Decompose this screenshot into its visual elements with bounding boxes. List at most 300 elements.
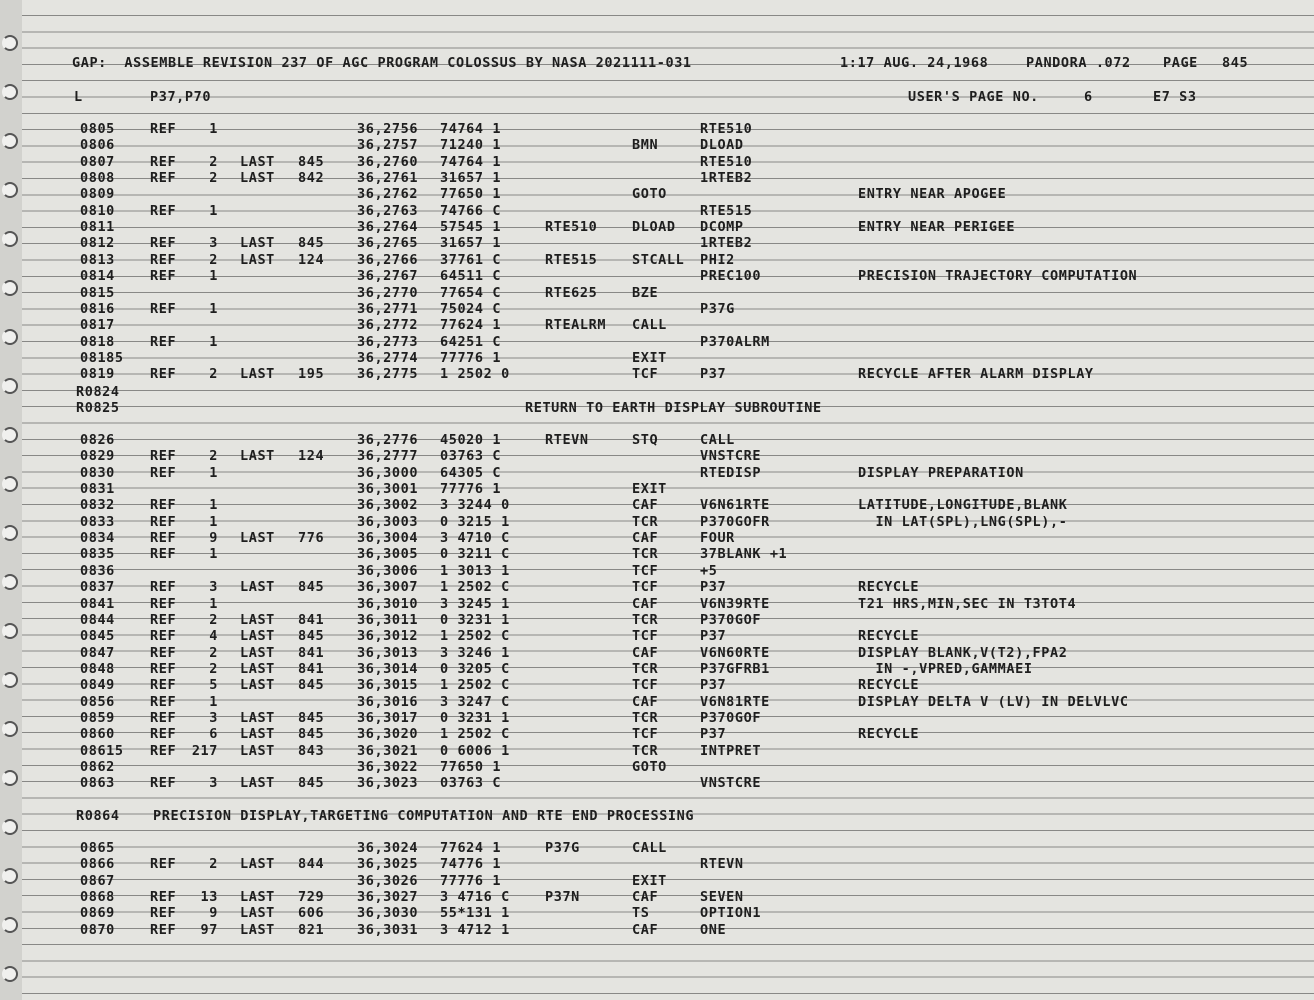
last-keyword: LAST [240, 153, 275, 170]
opcode: TCF [632, 677, 659, 694]
address: 36,3010 [357, 595, 419, 612]
remark-number: R0864 [76, 808, 120, 824]
operand: RTE510 [700, 153, 753, 170]
comment: RECYCLE AFTER ALARM DISPLAY [858, 366, 1094, 383]
ref-keyword: REF [150, 448, 177, 465]
address: 36,3030 [357, 905, 419, 922]
opcode: CAF [632, 889, 659, 906]
section-title-line [0, 400, 822, 416]
operand: PREC100 [700, 268, 762, 285]
label: RTEALRM [545, 317, 607, 334]
ref-keyword: REF [150, 546, 177, 563]
opcode: TCF [632, 579, 659, 596]
subheader-line [0, 89, 1197, 105]
ref-count: 217 [191, 742, 218, 759]
opcode: EXIT [632, 872, 667, 889]
octal-word: 3 3244 0 [440, 497, 510, 514]
ref-count: 1 [209, 546, 218, 563]
operand: 37BLANK +1 [700, 546, 788, 563]
last-page: 844 [298, 856, 325, 873]
label: RTEVN [545, 432, 589, 448]
last-keyword: LAST [240, 709, 275, 726]
ref-keyword: REF [150, 333, 177, 350]
octal-word: 1 2502 C [440, 628, 510, 645]
address: 36,3017 [357, 709, 419, 726]
last-keyword: LAST [240, 644, 275, 661]
comment: T21 HRS,MIN,SEC IN T3TOT4 [858, 595, 1077, 612]
line-number: 0817 [80, 317, 115, 334]
tractor-hole [2, 721, 18, 737]
last-keyword: LAST [240, 726, 275, 743]
ref-keyword: REF [150, 464, 177, 481]
label: P37G [545, 840, 580, 856]
last-keyword: LAST [240, 677, 275, 694]
last-page: 842 [298, 170, 325, 187]
ref-keyword: REF [150, 611, 177, 628]
octal-word: 77624 1 [440, 317, 502, 334]
opcode: CAF [632, 644, 659, 661]
line-number: 0834 [80, 530, 115, 547]
octal-word: 64305 C [440, 464, 502, 481]
ref-keyword: REF [150, 644, 177, 661]
opcode: BZE [632, 284, 659, 301]
label: RTE510 [545, 219, 598, 236]
operand: VNSTCRE [700, 448, 762, 465]
line-number: 0807 [80, 153, 115, 170]
ref-keyword: REF [150, 709, 177, 726]
label: RTE515 [545, 251, 598, 268]
ref-keyword: REF [150, 235, 177, 252]
tractor-hole [2, 917, 18, 933]
comment: ENTRY NEAR APOGEE [858, 186, 1007, 203]
operand: SEVEN [700, 889, 744, 906]
line-number: 0805 [80, 121, 115, 137]
octal-word: 31657 1 [440, 170, 502, 187]
operand: DCOMP [700, 219, 744, 236]
ref-count: 1 [209, 497, 218, 514]
octal-word: 0 3231 1 [440, 709, 510, 726]
last-keyword: LAST [240, 530, 275, 547]
opcode: CALL [632, 840, 667, 856]
operand: V6N61RTE [700, 497, 770, 514]
opcode: CAF [632, 497, 659, 514]
octal-word: 3 4712 1 [440, 921, 510, 938]
octal-word: 37761 C [440, 251, 502, 268]
users-page-number: 6 [1084, 89, 1093, 105]
line-number: 0829 [80, 448, 115, 465]
address: 36,3024 [357, 840, 419, 856]
address: 36,3015 [357, 677, 419, 694]
remark-number: R0824 [76, 384, 120, 400]
tractor-hole [2, 280, 18, 296]
ref-keyword: REF [150, 856, 177, 873]
address: 36,3011 [357, 611, 419, 628]
last-page: 821 [298, 921, 325, 938]
users-page-label: USER'S PAGE NO. [908, 89, 1039, 105]
last-page: 843 [298, 742, 325, 759]
octal-word: 0 3231 1 [440, 611, 510, 628]
operand: P37G [700, 300, 735, 317]
ref-keyword: REF [150, 268, 177, 285]
octal-word: 74766 C [440, 202, 502, 219]
last-page: 845 [298, 677, 325, 694]
operand: P370ALRM [700, 333, 770, 350]
operand: CALL [700, 432, 735, 448]
line-number: 0814 [80, 268, 115, 285]
address: 36,3000 [357, 464, 419, 481]
line-number: 0813 [80, 251, 115, 268]
line-number: 0826 [80, 432, 115, 448]
ref-count: 13 [200, 889, 218, 906]
last-keyword: LAST [240, 235, 275, 252]
subheader-ref: P37,P70 [150, 89, 212, 105]
ref-count: 9 [209, 905, 218, 922]
ref-count: 1 [209, 300, 218, 317]
operand: ONE [700, 921, 727, 938]
address: 36,2757 [357, 137, 419, 154]
comment: DISPLAY DELTA V (LV) IN DELVLVC [858, 693, 1129, 710]
address: 36,3007 [357, 579, 419, 596]
line-number: 0844 [80, 611, 115, 628]
octal-word: 31657 1 [440, 235, 502, 252]
octal-word: 55*131 1 [440, 905, 510, 922]
ref-count: 1 [209, 464, 218, 481]
opcode: TCF [632, 366, 659, 383]
address: 36,3012 [357, 628, 419, 645]
octal-word: 3 3246 1 [440, 644, 510, 661]
last-keyword: LAST [240, 448, 275, 465]
ref-count: 1 [209, 693, 218, 710]
octal-word: 3 3247 C [440, 693, 510, 710]
operand: RTEDISP [700, 464, 762, 481]
opcode: GOTO [632, 759, 667, 775]
ref-count: 2 [209, 153, 218, 170]
address: 36,3016 [357, 693, 419, 710]
line-number: 0819 [80, 366, 115, 383]
section-title-line [0, 808, 695, 824]
octal-word: 1 3013 1 [440, 562, 510, 579]
comment: IN -,VPRED,GAMMAEI [858, 660, 1033, 677]
opcode: TCR [632, 709, 659, 726]
header-page-label: PAGE [1163, 55, 1198, 71]
address: 36,2756 [357, 121, 419, 137]
address: 36,3004 [357, 530, 419, 547]
operand: 1RTEB2 [700, 170, 753, 187]
last-keyword: LAST [240, 775, 275, 792]
line-number: 0835 [80, 546, 115, 563]
operand: P370GOFR [700, 513, 770, 530]
line-number: 0859 [80, 709, 115, 726]
opcode: TCF [632, 628, 659, 645]
octal-word: 45020 1 [440, 432, 502, 448]
section-title: PRECISION DISPLAY,TARGETING COMPUTATION AND RTE END PROCESSING [153, 808, 695, 824]
ref-keyword: REF [150, 300, 177, 317]
line-number: 0837 [80, 579, 115, 596]
line-number: 0849 [80, 677, 115, 694]
opcode: TCF [632, 726, 659, 743]
header-line [0, 55, 1249, 71]
operand: 1RTEB2 [700, 235, 753, 252]
ref-keyword: REF [150, 170, 177, 187]
opcode: STQ [632, 432, 659, 448]
last-keyword: LAST [240, 611, 275, 628]
comment: ENTRY NEAR PERIGEE [858, 219, 1016, 236]
operand: P37GFRB1 [700, 660, 770, 677]
operand: P370GOF [700, 611, 762, 628]
ref-keyword: REF [150, 905, 177, 922]
octal-word: 77776 1 [440, 872, 502, 889]
opcode: TCR [632, 660, 659, 677]
address: 36,3013 [357, 644, 419, 661]
octal-word: 03763 C [440, 448, 502, 465]
tractor-hole [2, 770, 18, 786]
octal-word: 64251 C [440, 333, 502, 350]
ref-count: 5 [209, 677, 218, 694]
operand: P37 [700, 579, 727, 596]
comment: RECYCLE [858, 579, 920, 596]
operand: RTE510 [700, 121, 753, 137]
line-number: 0847 [80, 644, 115, 661]
octal-word: 3 4710 C [440, 530, 510, 547]
address: 36,2772 [357, 317, 419, 334]
ref-count: 2 [209, 611, 218, 628]
opcode: TS [632, 905, 650, 922]
octal-word: 75024 C [440, 300, 502, 317]
ref-count: 2 [209, 644, 218, 661]
octal-word: 03763 C [440, 775, 502, 792]
ref-count: 3 [209, 235, 218, 252]
tractor-hole [2, 231, 18, 247]
ref-keyword: REF [150, 497, 177, 514]
octal-word: 74764 1 [440, 153, 502, 170]
line-number: 0866 [80, 856, 115, 873]
ref-keyword: REF [150, 530, 177, 547]
subheader-code: E7 S3 [1153, 89, 1197, 105]
last-page: 845 [298, 235, 325, 252]
operand: OPTION1 [700, 905, 762, 922]
operand: P37 [700, 628, 727, 645]
ref-count: 1 [209, 595, 218, 612]
ref-keyword: REF [150, 121, 177, 137]
ref-keyword: REF [150, 726, 177, 743]
operand: V6N60RTE [700, 644, 770, 661]
last-keyword: LAST [240, 742, 275, 759]
opcode: CAF [632, 693, 659, 710]
octal-word: 71240 1 [440, 137, 502, 154]
last-page: 845 [298, 709, 325, 726]
tractor-hole [2, 525, 18, 541]
ref-keyword: REF [150, 251, 177, 268]
octal-word: 1 2502 C [440, 579, 510, 596]
address: 36,2766 [357, 251, 419, 268]
last-keyword: LAST [240, 889, 275, 906]
operand: P370GOF [700, 709, 762, 726]
line-number: 0830 [80, 464, 115, 481]
operand: PHI2 [700, 251, 735, 268]
address: 36,3031 [357, 921, 419, 938]
last-page: 845 [298, 628, 325, 645]
tractor-hole [2, 476, 18, 492]
comment: PRECISION TRAJECTORY COMPUTATION [858, 268, 1138, 285]
line-number: 0869 [80, 905, 115, 922]
line-number: 0870 [80, 921, 115, 938]
line-number: 0811 [80, 219, 115, 236]
last-page: 841 [298, 660, 325, 677]
address: 36,2770 [357, 284, 419, 301]
operand: P37 [700, 677, 727, 694]
last-keyword: LAST [240, 366, 275, 383]
last-page: 845 [298, 726, 325, 743]
last-keyword: LAST [240, 921, 275, 938]
ref-keyword: REF [150, 513, 177, 530]
ref-keyword: REF [150, 366, 177, 383]
line-number: 0865 [80, 840, 115, 856]
last-keyword: LAST [240, 170, 275, 187]
ref-count: 2 [209, 251, 218, 268]
address: 36,3022 [357, 759, 419, 775]
last-page: 845 [298, 579, 325, 596]
ref-count: 2 [209, 448, 218, 465]
octal-word: 1 2502 C [440, 726, 510, 743]
last-keyword: LAST [240, 579, 275, 596]
operand: P37 [700, 366, 727, 383]
octal-word: 74776 1 [440, 856, 502, 873]
opcode: BMN [632, 137, 659, 154]
line-number: 0810 [80, 202, 115, 219]
opcode: GOTO [632, 186, 667, 203]
octal-word: 77776 1 [440, 349, 502, 366]
tractor-hole [2, 966, 18, 982]
address: 36,2762 [357, 186, 419, 203]
subheader-type: L [74, 89, 83, 105]
last-page: 841 [298, 644, 325, 661]
opcode: EXIT [632, 481, 667, 498]
opcode: DLOAD [632, 219, 676, 236]
octal-word: 77654 C [440, 284, 502, 301]
line-number: 0806 [80, 137, 115, 154]
octal-word: 77650 1 [440, 186, 502, 203]
ref-count: 1 [209, 202, 218, 219]
ref-keyword: REF [150, 677, 177, 694]
address: 36,3002 [357, 497, 419, 514]
label: P37N [545, 889, 580, 906]
ref-keyword: REF [150, 660, 177, 677]
line-number: 0833 [80, 513, 115, 530]
last-keyword: LAST [240, 628, 275, 645]
operand: V6N39RTE [700, 595, 770, 612]
remark-line [0, 384, 120, 400]
line-number: 0848 [80, 660, 115, 677]
ref-keyword: REF [150, 889, 177, 906]
address: 36,3026 [357, 872, 419, 889]
ref-count: 9 [209, 530, 218, 547]
tractor-hole [2, 35, 18, 51]
ref-count: 4 [209, 628, 218, 645]
comment: RECYCLE [858, 677, 920, 694]
opcode: CAF [632, 530, 659, 547]
opcode: CAF [632, 595, 659, 612]
ref-count: 3 [209, 775, 218, 792]
tractor-hole [2, 574, 18, 590]
operand: DLOAD [700, 137, 744, 154]
address: 36,3021 [357, 742, 419, 759]
ref-count: 2 [209, 856, 218, 873]
header-title: GAP: ASSEMBLE REVISION 237 OF AGC PROGRAM COLOSSUS BY NASA 2021111-031 [72, 55, 692, 71]
line-number: 0831 [80, 481, 115, 498]
ref-keyword: REF [150, 775, 177, 792]
operand: RTEVN [700, 856, 744, 873]
opcode: TCF [632, 562, 659, 579]
line-number: 0818 [80, 333, 115, 350]
last-page: 841 [298, 611, 325, 628]
section-title: RETURN TO EARTH DISPLAY SUBROUTINE [525, 400, 822, 416]
address: 36,2764 [357, 219, 419, 236]
ref-count: 2 [209, 366, 218, 383]
last-page: 606 [298, 905, 325, 922]
address: 36,2775 [357, 366, 419, 383]
opcode: EXIT [632, 349, 667, 366]
operand: P37 [700, 726, 727, 743]
last-keyword: LAST [240, 856, 275, 873]
address: 36,3003 [357, 513, 419, 530]
address: 36,3014 [357, 660, 419, 677]
octal-word: 77776 1 [440, 481, 502, 498]
line-number: 0841 [80, 595, 115, 612]
line-number: 0867 [80, 872, 115, 889]
opcode: TCR [632, 742, 659, 759]
ref-count: 2 [209, 170, 218, 187]
opcode: STCALL [632, 251, 685, 268]
line-number: 0836 [80, 562, 115, 579]
last-page: 845 [298, 153, 325, 170]
operand: +5 [700, 562, 718, 579]
last-keyword: LAST [240, 251, 275, 268]
line-number: 0832 [80, 497, 115, 514]
address: 36,2763 [357, 202, 419, 219]
address: 36,3025 [357, 856, 419, 873]
line-number: 0845 [80, 628, 115, 645]
comment: IN LAT(SPL),LNG(SPL),- [858, 513, 1068, 530]
comment: DISPLAY PREPARATION [858, 464, 1024, 481]
ref-keyword: REF [150, 628, 177, 645]
address: 36,2774 [357, 349, 419, 366]
octal-word: 0 3211 C [440, 546, 510, 563]
label: RTE625 [545, 284, 598, 301]
comment: RECYCLE [858, 726, 920, 743]
line-number: 0862 [80, 759, 115, 775]
octal-word: 77650 1 [440, 759, 502, 775]
operand: V6N81RTE [700, 693, 770, 710]
address: 36,3020 [357, 726, 419, 743]
octal-word: 0 3215 1 [440, 513, 510, 530]
address: 36,3005 [357, 546, 419, 563]
ref-keyword: REF [150, 153, 177, 170]
operand: FOUR [700, 530, 735, 547]
line-number: 0808 [80, 170, 115, 187]
last-page: 729 [298, 889, 325, 906]
octal-word: 74764 1 [440, 121, 502, 137]
ref-keyword: REF [150, 202, 177, 219]
tractor-hole [2, 329, 18, 345]
address: 36,3001 [357, 481, 419, 498]
line-number: 0815 [80, 284, 115, 301]
ref-keyword: REF [150, 693, 177, 710]
address: 36,2765 [357, 235, 419, 252]
last-page: 124 [298, 448, 325, 465]
opcode: CALL [632, 317, 667, 334]
octal-word: 1 2502 C [440, 677, 510, 694]
ref-keyword: REF [150, 921, 177, 938]
